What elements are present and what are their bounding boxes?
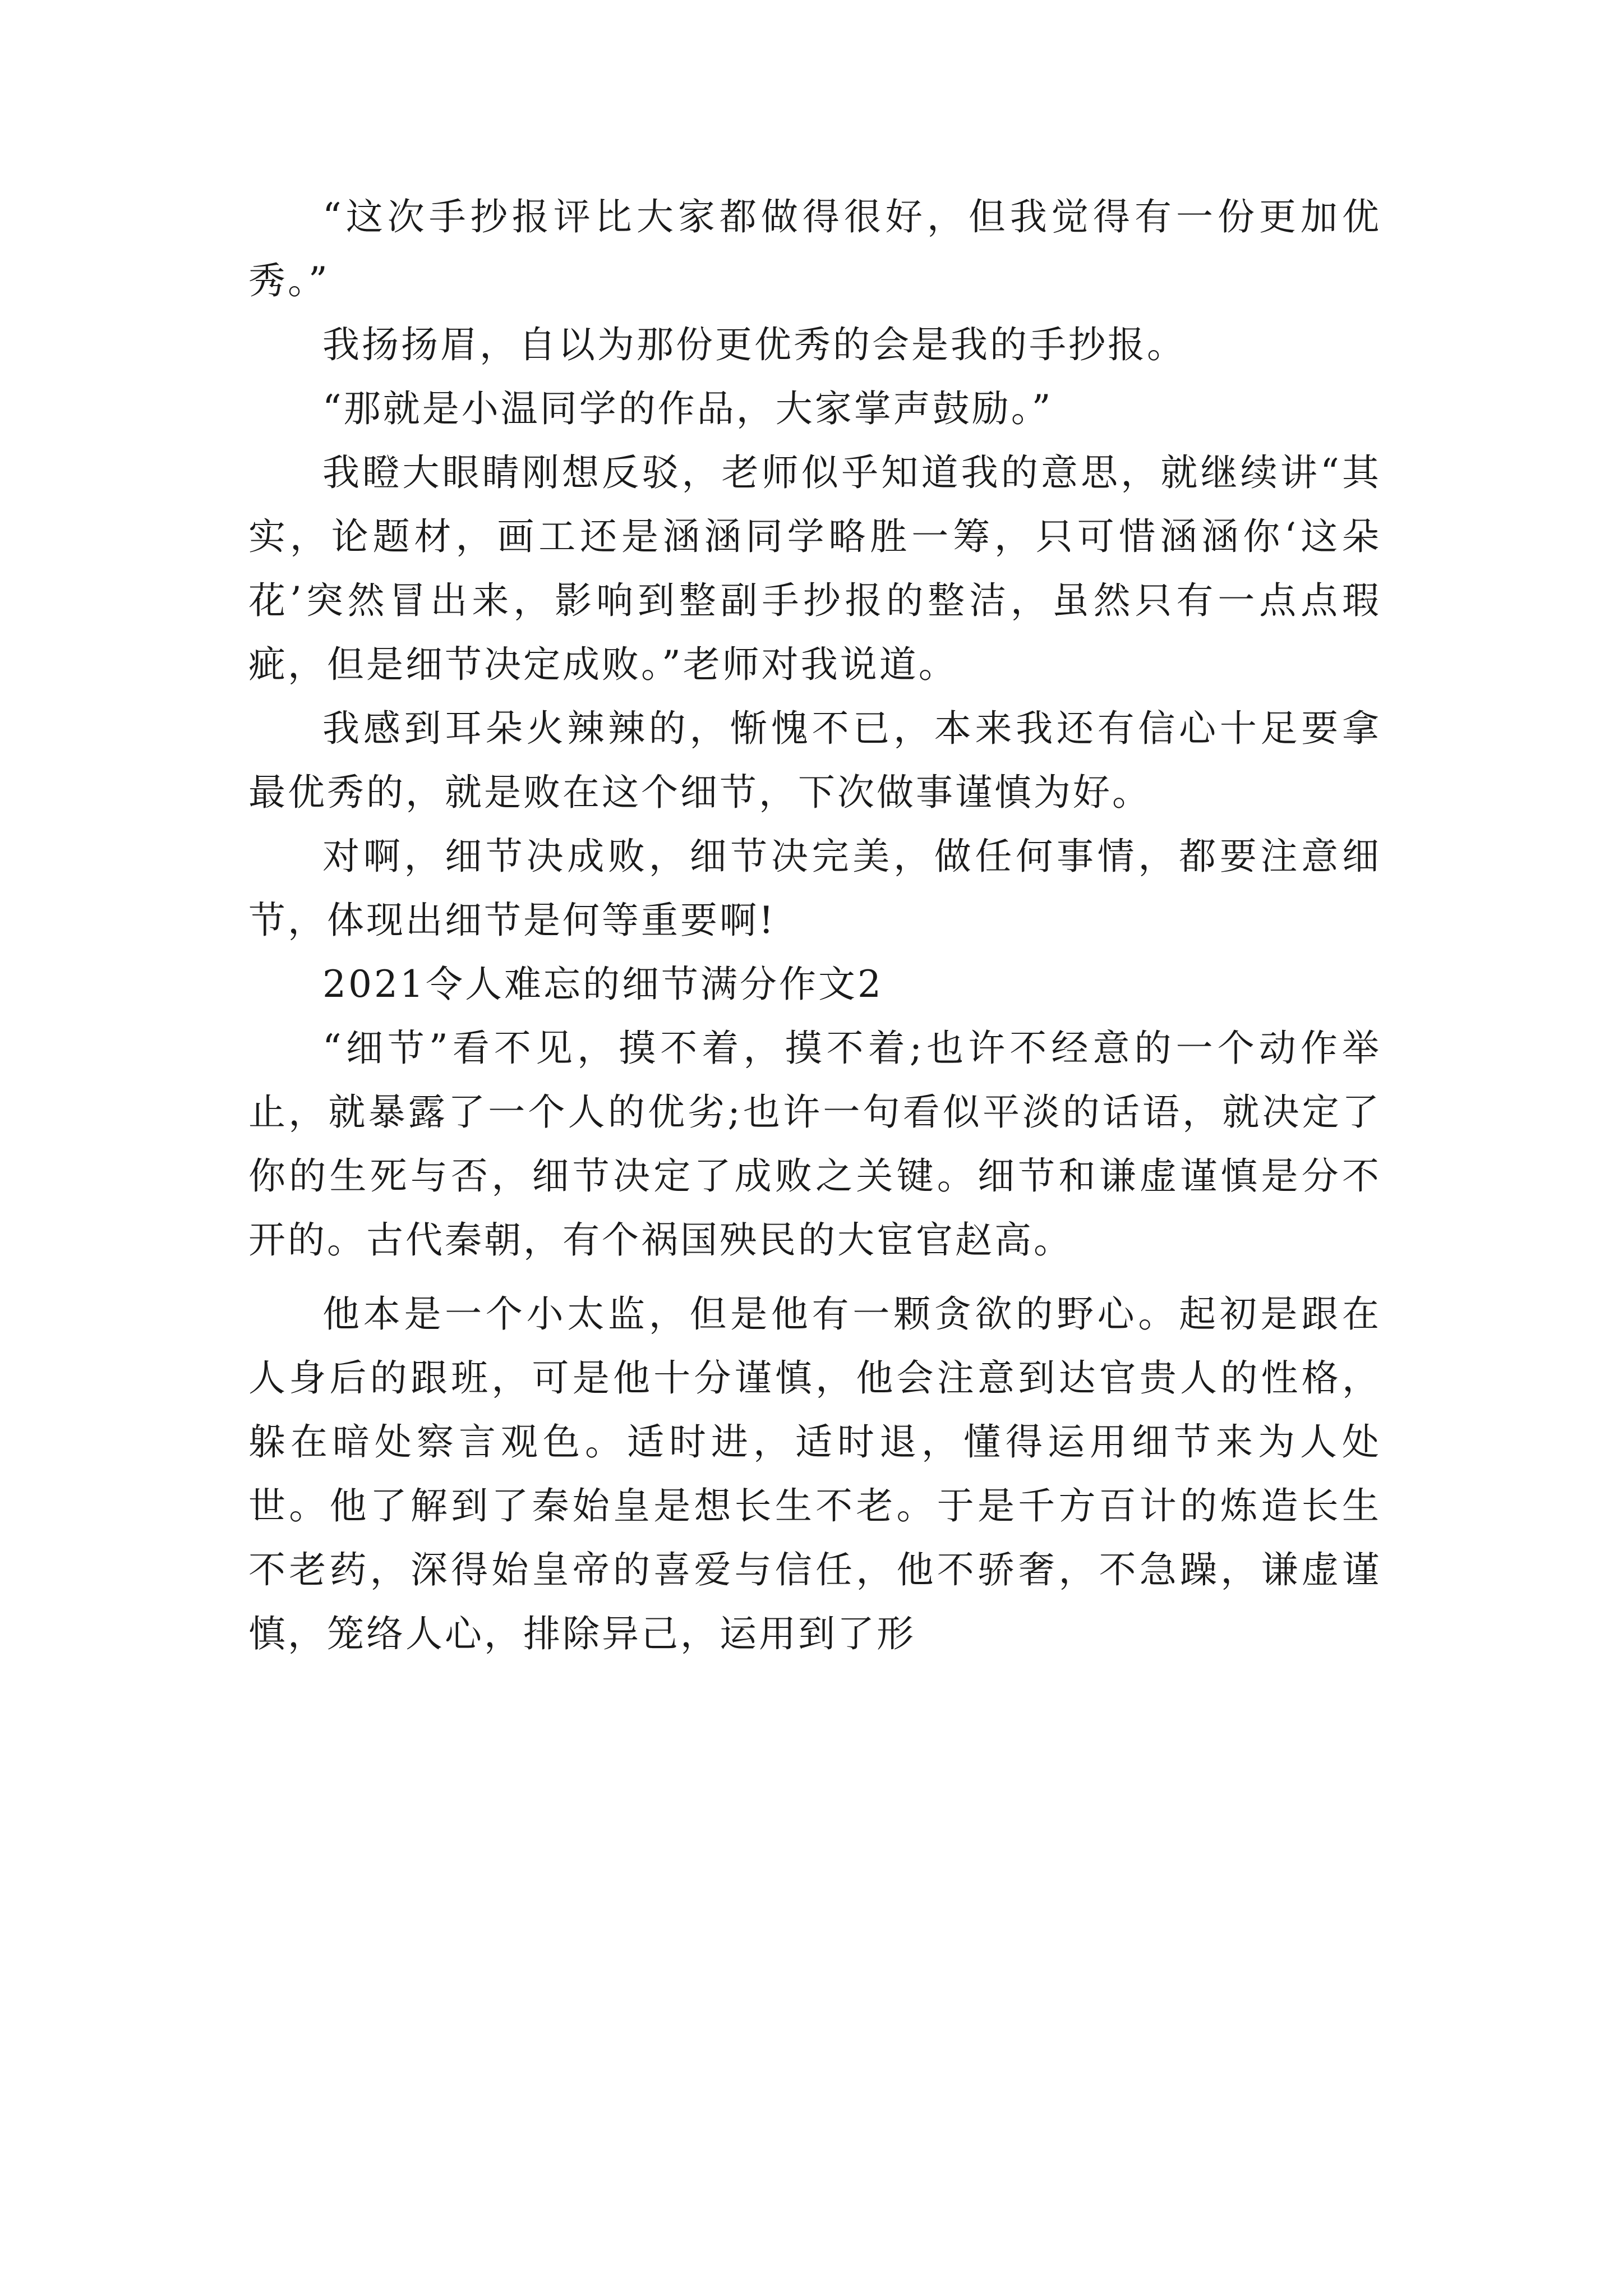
paragraph-4: 我瞪大眼睛刚想反驳，老师似乎知道我的意思，就继续讲“其实，论题材，画工还是涵涵同学略胜一筹，只可惜涵涵你‘这朵花’突然冒出来，影响到整副手抄报的整洁，虽然只有一点点瑕疵，但是细节决定成败。”老师对我说道。 [248,451,1381,686]
document-page [248,185,1381,1666]
paragraph-1: “这次手抄报评比大家都做得很好，但我觉得有一份更加优秀。” [248,195,1381,302]
paragraph-6: 对啊，细节决成败，细节决完美，做任何事情，都要注意细节，体现出细节是何等重要啊! [248,835,1381,942]
paragraph-5: 我感到耳朵火辣辣的，惭愧不已，本来我还有信心十足要拿最优秀的，就是败在这个细节，下次做事谨慎为好。 [248,707,1381,814]
paragraph-3: “那就是小温同学的作品，大家掌声鼓励。” [322,387,1053,430]
paragraph-7: “细节”看不见，摸不着，摸不着;也许不经意的一个动作举止，就暴露了一个人的优劣;也许一句看似平淡的话语，就决定了你的生死与否，细节决定了成败之关键。细节和谦虚谨慎是分不开的。古代秦朝，有个祸国殃民的大宦官赵高。 [248,1027,1381,1262]
paragraph-2: 我扬扬眉，自以为那份更优秀的会是我的手抄报。 [322,323,1186,366]
section-heading: 2021令人难忘的细节满分作文2 [322,963,883,1006]
paragraph-8: 他本是一个小太监，但是他有一颗贪欲的野心。起初是跟在人身后的跟班，可是他十分谨慎，他会注意到达官贵人的性格，躲在暗处察言观色。适时进，适时退，懂得运用细节来为人处世。他了解到了秦始皇是想长生不老。于是千方百计的炼造长生不老药，深得始皇帝的喜爱与信任，他不骄奢，不急躁，谦虚谨慎，笼络人心，排除异己，运用到了形 [248,1292,1381,1655]
